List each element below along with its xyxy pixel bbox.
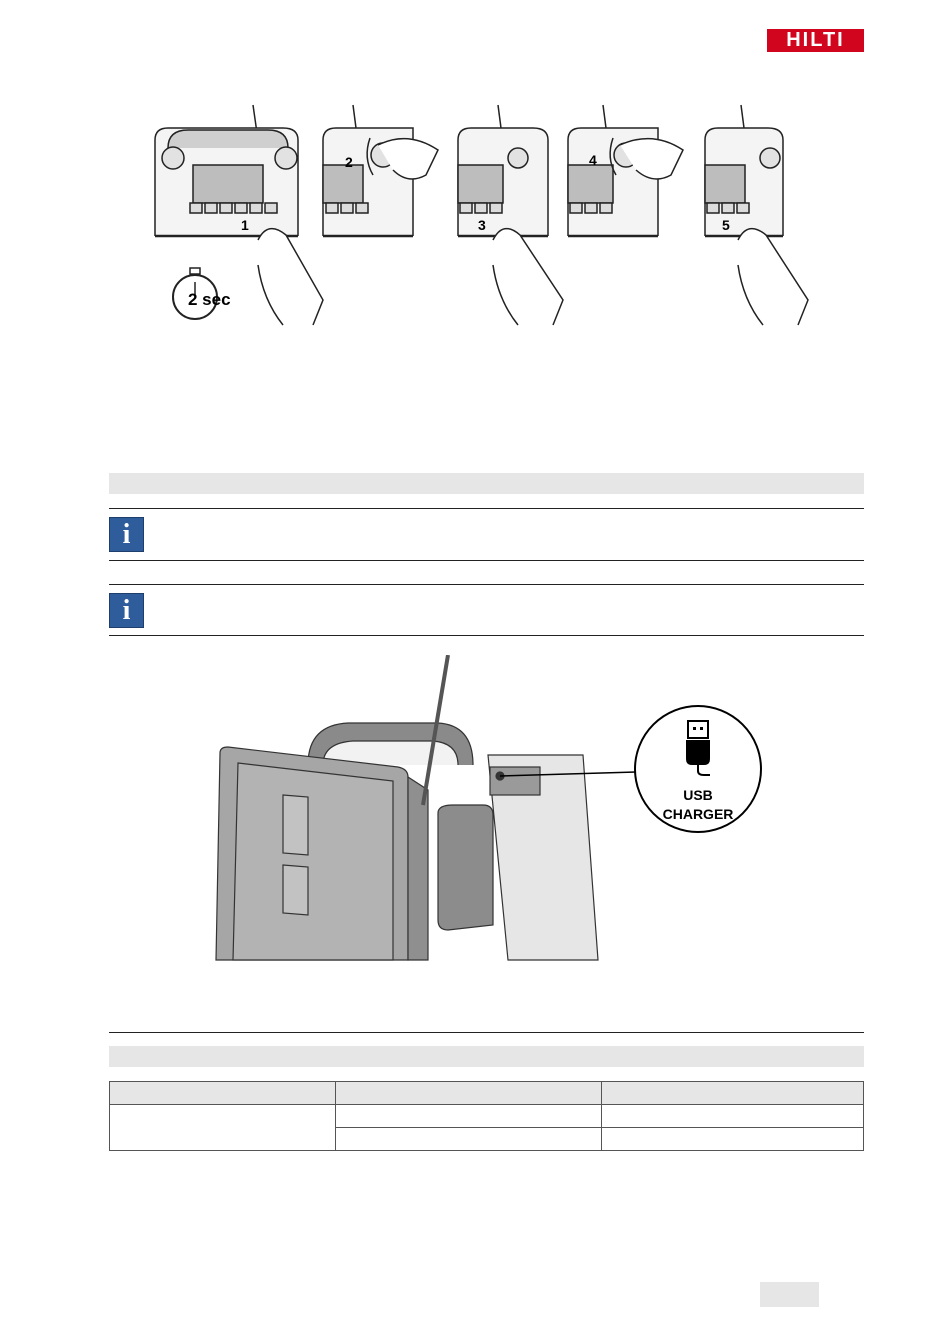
table-header-cell <box>110 1082 336 1105</box>
hilti-logo <box>767 29 864 52</box>
section-header-bar <box>109 1046 864 1067</box>
table-cell <box>602 1128 864 1151</box>
table-cell <box>602 1105 864 1128</box>
spec-table <box>109 1081 864 1151</box>
step-2-label: 2 <box>345 154 353 170</box>
figure-usb-charger <box>108 655 864 961</box>
radio-panel-4 <box>568 105 683 236</box>
section-top-rule <box>109 1032 864 1033</box>
radio-panel-5 <box>705 105 808 325</box>
table-header-cell <box>336 1082 602 1105</box>
page-number-box <box>760 1282 819 1307</box>
figure-operating-sequence <box>108 100 864 340</box>
usb-callout-label-line2: CHARGER <box>662 806 734 822</box>
radio-panel-3 <box>458 105 563 325</box>
note-2-top-rule <box>109 584 864 585</box>
radio-panel-2 <box>323 105 438 236</box>
step-5-label: 5 <box>722 217 730 233</box>
table-header-cell <box>602 1082 864 1105</box>
note-1-bottom-rule <box>109 560 864 561</box>
table-cell <box>336 1128 602 1151</box>
table-cell <box>336 1105 602 1128</box>
table-header-row <box>110 1082 864 1105</box>
info-icon: i <box>109 593 144 628</box>
section-header-bar <box>109 473 864 494</box>
note-1-top-rule <box>109 508 864 509</box>
step-4-label: 4 <box>589 152 597 168</box>
timer-label: 2 sec <box>188 290 231 309</box>
table-cell <box>110 1105 336 1151</box>
step-1-label: 1 <box>241 217 249 233</box>
table-row <box>110 1105 864 1128</box>
note-2-bottom-rule <box>109 635 864 636</box>
step-3-label: 3 <box>478 217 486 233</box>
usb-callout-label-line1: USB <box>683 787 713 803</box>
info-icon: i <box>109 517 144 552</box>
logo-text: HILTI <box>786 29 845 51</box>
